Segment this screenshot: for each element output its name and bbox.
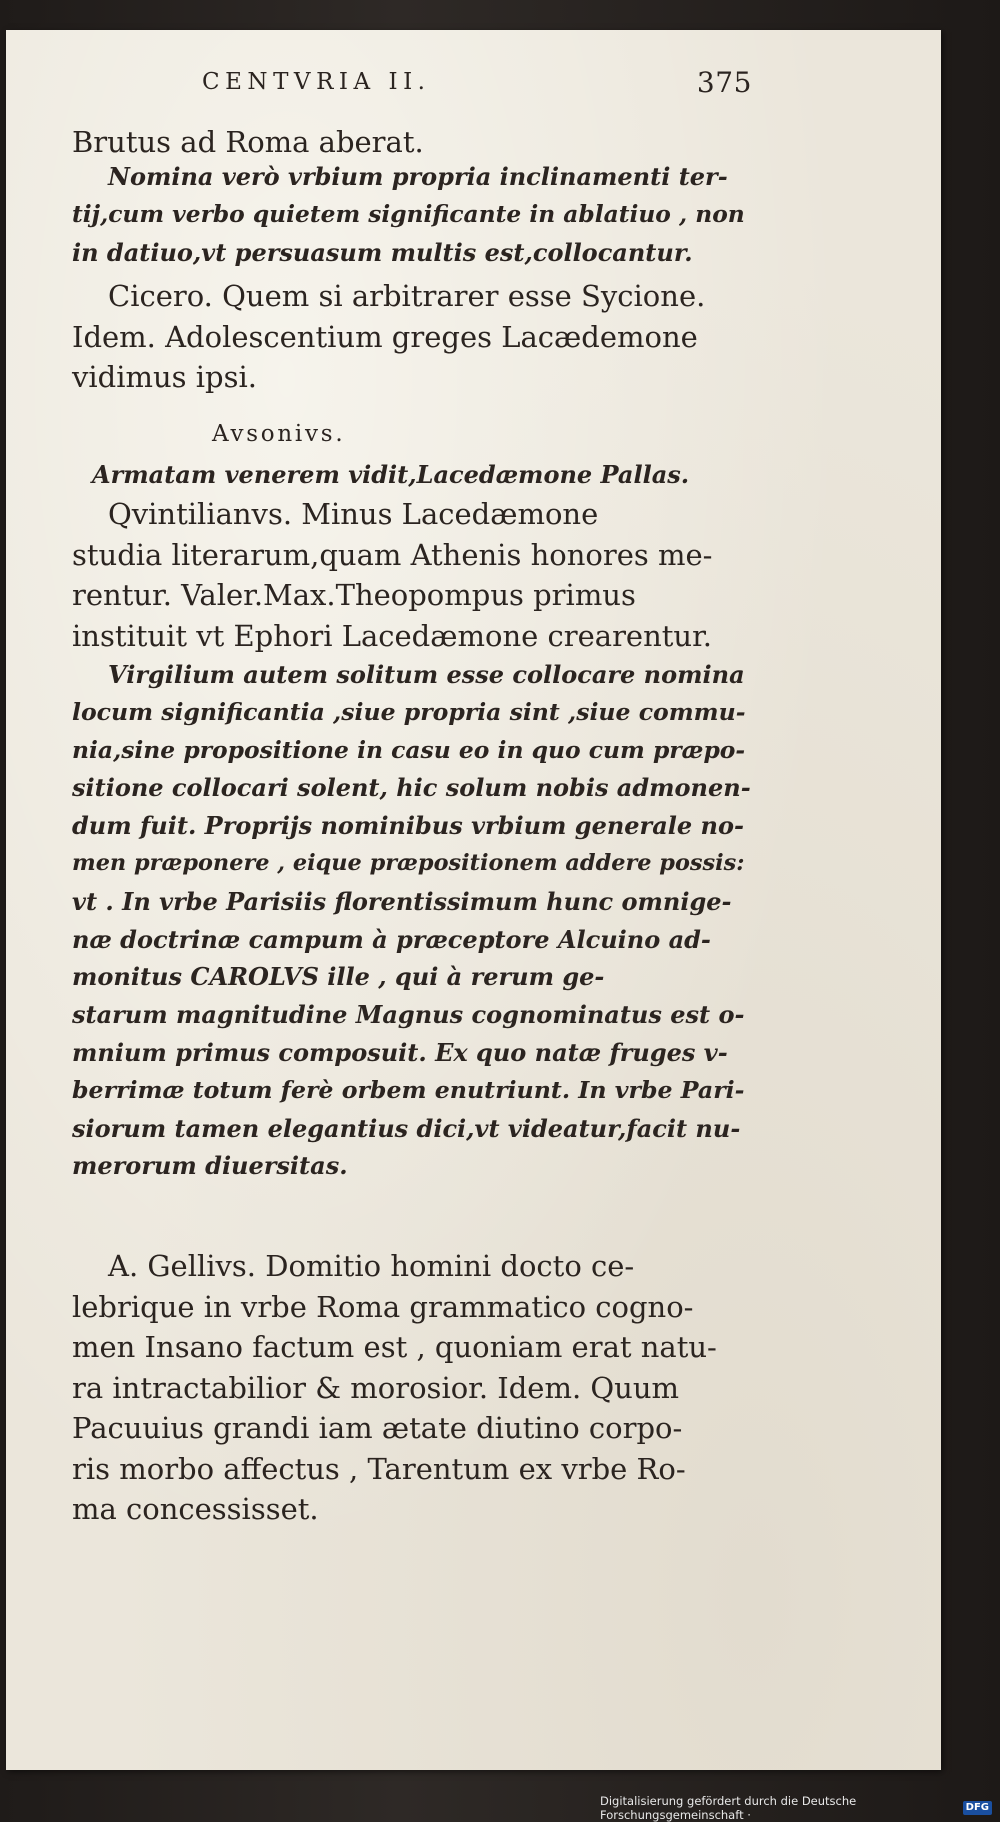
text-line: Avsonivs. xyxy=(212,421,346,447)
text-line: berrimæ totum ferè orbem enutriunt. In vrbe Pari- xyxy=(72,1075,745,1104)
text-line: ra intractabilior & morosior. Idem. Quum xyxy=(72,1370,680,1405)
paragraph-3 xyxy=(72,276,752,398)
paragraph-4 xyxy=(72,414,752,455)
text-line: starum magnitudine Magnus cognominatus est o- xyxy=(72,1000,745,1030)
text-line: vidimus ipsi. xyxy=(72,360,257,394)
text-line: dum fuit. Proprijs nominibus vrbium generale no- xyxy=(72,811,744,841)
dfg-logo-icon: DFG xyxy=(963,1801,992,1815)
running-header xyxy=(72,62,752,102)
text-line: mnium primus composuit. Ex quo natæ fruges v- xyxy=(72,1037,728,1067)
text-line: næ doctrinæ campum à præceptore Alcuino ad- xyxy=(72,924,711,954)
text-line: nia,sine propositione in casu eo in quo cum præpo- xyxy=(72,735,746,764)
text-line: Cicero. Quem si arbitrarer esse Sycione. xyxy=(108,279,706,313)
credit-text: Digitalisierung gefördert durch die Deutsche Forschungsgemeinschaft · xyxy=(600,1794,857,1822)
text-line: Nomina verò vrbium propria inclinamenti ter- xyxy=(108,162,728,191)
text-line: vt . In vrbe Parisiis florentissimum hunc omnige- xyxy=(72,886,732,916)
text-line: sitione collocari solent, hic solum nobis admonen- xyxy=(72,773,751,803)
paragraph-8 xyxy=(72,1246,752,1530)
page-number: 375 xyxy=(696,65,752,99)
text-line: A. Gellivs. Domitio homini docto ce- xyxy=(108,1249,635,1283)
text-line: monitus CAROLVS ille , qui à rerum ge- xyxy=(72,962,605,992)
paragraph-5 xyxy=(72,456,752,494)
text-line: siorum tamen elegantius dici,vt videatur,facit nu- xyxy=(72,1113,741,1143)
digitization-credit xyxy=(600,1794,992,1822)
running-title: CENTVRIA II. xyxy=(202,69,431,95)
text-line: tij,cum verbo quietem significante in ablatiuo , non xyxy=(72,199,745,228)
text-line: men Insano factum est , quoniam erat natu- xyxy=(72,1330,717,1364)
text-line: men præponere , eique præpositionem addere possis: xyxy=(72,849,745,876)
text-line: Armatam venerem vidit,Lacedæmone Pallas. xyxy=(92,460,690,489)
text-line: Idem. Adolescentium greges Lacædemone xyxy=(72,319,698,354)
paragraph-7 xyxy=(72,656,752,1185)
paragraph-2 xyxy=(72,158,752,271)
text-line: instituit vt Ephori Lacedæmone crearentur. xyxy=(72,618,712,653)
paragraph-1 xyxy=(72,122,752,163)
text-line: in datiuo,vt persuasum multis est,collocantur. xyxy=(72,237,693,267)
paragraph-6 xyxy=(72,494,752,656)
text-line: rentur. Valer.Max.Theopompus primus xyxy=(72,578,636,612)
text-line: Virgilium autem solitum esse collocare nomina xyxy=(108,660,745,689)
text-line: ris morbo affectus , Tarentum ex vrbe Ro- xyxy=(72,1451,686,1486)
text-line: locum significantia ,siue propria sint ,siue commu- xyxy=(72,697,746,726)
text-line: lebrique in vrbe Roma grammatico cogno- xyxy=(72,1289,694,1324)
text-line: studia literarum,quam Athenis honores me- xyxy=(72,537,713,572)
text-line: Pacuuius grandi iam ætate diutino corpo- xyxy=(72,1411,683,1445)
text-line: Brutus ad Roma aberat. xyxy=(72,125,424,159)
text-line: ma concessisset. xyxy=(72,1492,319,1526)
text-line: Qvintilianvs. Minus Lacedæmone xyxy=(108,497,599,531)
text-line: merorum diuersitas. xyxy=(72,1151,348,1181)
